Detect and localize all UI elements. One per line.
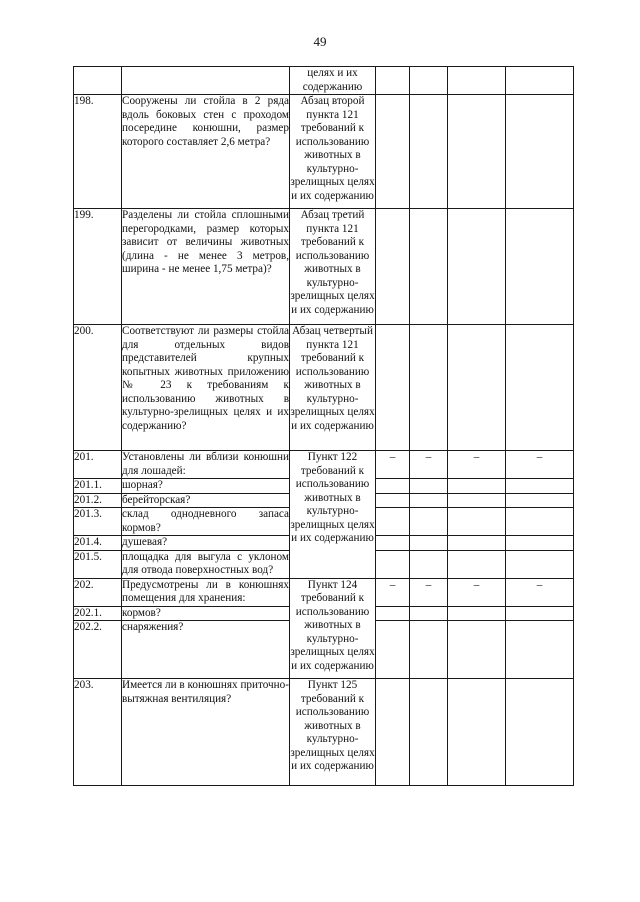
answer-no-cell[interactable] <box>410 606 448 621</box>
answer-na-cell[interactable] <box>448 479 506 494</box>
question-cell: берейторская? <box>122 493 290 508</box>
legal-reference: Пункт 125 требований к использованию животных в культурно-зрелищных целях и их содержанию <box>290 679 376 786</box>
legal-reference: Абзац третий пункта 121 требований к использованию животных в культурно-зрелищных целях и их содержанию <box>290 209 376 325</box>
answer-na-cell[interactable] <box>448 536 506 551</box>
notes-cell[interactable] <box>506 536 574 551</box>
notes-cell[interactable] <box>506 209 574 325</box>
table-row <box>74 209 574 325</box>
answer-na-cell[interactable] <box>448 95 506 209</box>
question-cell: площадка для выгула с уклоном для отвода поверхностных вод? <box>122 550 289 576</box>
answer-yes-cell[interactable] <box>376 493 410 508</box>
answer-no-cell[interactable] <box>410 479 448 494</box>
dash-mark: – <box>448 578 506 606</box>
answer-yes-cell[interactable] <box>376 550 410 578</box>
answer-na-cell[interactable] <box>448 621 506 679</box>
question-cell: снаряжения? <box>122 621 290 679</box>
row-number: 202.2. <box>74 621 122 679</box>
answer-yes-cell[interactable] <box>376 679 410 786</box>
question-cell: Соответствуют ли размеры стойла для отдельных видов представителей крупных копытных животных приложению № 23 к требованиям к использованию животных в культурно-зрелищных целях и их содержанию? <box>122 325 290 451</box>
row-number: 198. <box>74 95 122 209</box>
dash-mark: – <box>506 578 574 606</box>
answer-yes-cell[interactable] <box>376 621 410 679</box>
answer-na-cell[interactable] <box>448 209 506 325</box>
answer-no-cell[interactable] <box>410 67 448 95</box>
question-cell: Имеется ли в конюшнях приточно-вытяжная вентиляция? <box>122 679 290 786</box>
answer-yes-cell[interactable] <box>376 606 410 621</box>
answer-na-cell[interactable] <box>448 325 506 451</box>
notes-cell[interactable] <box>506 493 574 508</box>
row-number: 201.5. <box>74 550 122 578</box>
dash-mark: – <box>410 451 448 479</box>
answer-yes-cell[interactable] <box>376 209 410 325</box>
row-number: 202. <box>74 578 122 606</box>
answer-yes-cell[interactable] <box>376 67 410 95</box>
table-row <box>74 67 574 95</box>
legal-reference: Абзац второй пункта 121 требований к использованию животных в культурно-зрелищных целях и их содержанию <box>290 95 376 209</box>
answer-no-cell[interactable] <box>410 209 448 325</box>
row-number: 201.4. <box>74 536 122 551</box>
question-cell: Установлены ли вблизи конюшни для лошадей: <box>122 451 289 477</box>
dash-mark: – <box>376 578 410 606</box>
answer-no-cell[interactable] <box>410 325 448 451</box>
notes-cell[interactable] <box>506 508 574 536</box>
question-cell: Разделены ли стойла сплошными перегородками, размер которых зависит от величины животных (длина - не менее 3 метров, ширина - не менее 1,75 метра)? <box>122 209 290 325</box>
question-cell: душевая? <box>122 536 290 551</box>
checklist-table <box>73 66 574 786</box>
question-cell: кормов? <box>122 606 290 621</box>
answer-no-cell[interactable] <box>410 550 448 578</box>
row-number: 201.3. <box>74 508 122 536</box>
dash-mark: – <box>410 578 448 606</box>
table-row <box>74 679 574 786</box>
table-row <box>74 578 574 606</box>
question-cell: склад однодневного запаса кормов? <box>122 508 289 534</box>
answer-yes-cell[interactable] <box>376 95 410 209</box>
answer-no-cell[interactable] <box>410 621 448 679</box>
answer-na-cell[interactable] <box>448 550 506 578</box>
answer-yes-cell[interactable] <box>376 536 410 551</box>
question-cell: Сооружены ли стойла в 2 ряда вдоль боковых стен с проходом посередине конюшни, размер которого составляет 2,6 метра? <box>122 95 290 209</box>
notes-cell[interactable] <box>506 550 574 578</box>
answer-no-cell[interactable] <box>410 679 448 786</box>
notes-cell[interactable] <box>506 95 574 209</box>
row-number: 200. <box>74 325 122 451</box>
answer-no-cell[interactable] <box>410 536 448 551</box>
answer-no-cell[interactable] <box>410 95 448 209</box>
question-cell <box>122 67 290 95</box>
answer-no-cell[interactable] <box>410 508 448 536</box>
legal-reference: целях и их содержанию <box>290 67 376 95</box>
notes-cell[interactable] <box>506 479 574 494</box>
dash-mark: – <box>448 451 506 479</box>
answer-na-cell[interactable] <box>448 679 506 786</box>
answer-na-cell[interactable] <box>448 508 506 536</box>
notes-cell[interactable] <box>506 67 574 95</box>
notes-cell[interactable] <box>506 325 574 451</box>
legal-reference: Абзац четвертый пункта 121 требований к использованию животных в культурно-зрелищных целях и их содержанию <box>290 325 376 451</box>
row-number: 199. <box>74 209 122 325</box>
dash-mark: – <box>506 451 574 479</box>
dash-mark: – <box>376 451 410 479</box>
question-cell: шорная? <box>122 479 290 494</box>
question-cell: Предусмотрены ли в конюшнях помещения для хранения: <box>122 578 289 604</box>
table-row <box>74 451 574 479</box>
answer-na-cell[interactable] <box>448 67 506 95</box>
row-number: 201.2. <box>74 493 122 508</box>
page-number: 49 <box>313 34 327 49</box>
notes-cell[interactable] <box>506 606 574 621</box>
row-number: 202.1. <box>74 606 122 621</box>
answer-yes-cell[interactable] <box>376 325 410 451</box>
row-number: 203. <box>74 679 122 786</box>
table-row <box>74 95 574 209</box>
notes-cell[interactable] <box>506 621 574 679</box>
answer-yes-cell[interactable] <box>376 479 410 494</box>
legal-reference: Пункт 122 требований к использованию животных в культурно-зрелищных целях и их содержанию <box>290 451 376 579</box>
answer-yes-cell[interactable] <box>376 508 410 536</box>
row-number <box>74 67 122 95</box>
table-row <box>74 325 574 451</box>
row-number: 201.1. <box>74 479 122 494</box>
row-number: 201. <box>74 451 122 479</box>
answer-na-cell[interactable] <box>448 493 506 508</box>
legal-reference: Пункт 124 требований к использованию животных в культурно-зрелищных целях и их содержанию <box>290 578 376 679</box>
answer-na-cell[interactable] <box>448 606 506 621</box>
notes-cell[interactable] <box>506 679 574 786</box>
answer-no-cell[interactable] <box>410 493 448 508</box>
